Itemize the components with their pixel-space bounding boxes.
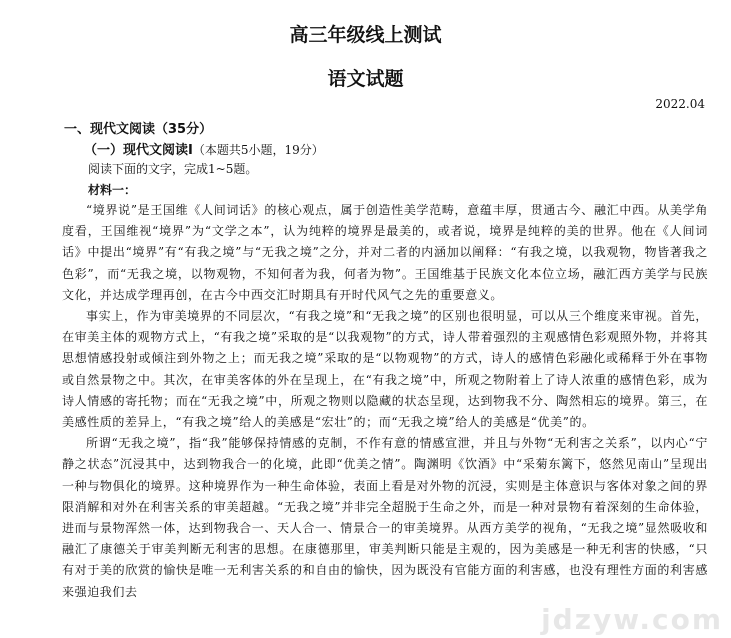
material-label: 材料一： xyxy=(88,183,137,197)
subsection-note: （本题共5小题，19分） xyxy=(192,143,324,157)
section-heading: 一、现代文阅读（35分） xyxy=(64,122,213,137)
subsection-title: （一）现代文阅读Ⅰ xyxy=(84,143,193,158)
exam-title: 高三年级线上测试 xyxy=(289,24,442,46)
subject-title: 语文试题 xyxy=(327,68,404,90)
paragraph: 所谓“无我之境”，指“我”能够保持情感的克制，不作有意的情感宣泄，并且与外物“无利害之关系”，以内心“宁静之状态”沉浸其中，达到物我合一的化境，此即“优美之情”。陶渊明《饮酒》中“采菊东篱下，悠然见南山”呈现出一种与物俱化的境界。这种境界作为一种生命体验，表面上看是对外物的沉浸，实则是主体意识与客体对象之间的界限消解和对外在利害关系的审美超越。“无我之境”并非完全超脱于生命之外，而是一种对景物有着深刻的生命体验，进而与景物浑然一体，达到物我合一、天人合一、情景合一的审美境界。从西方美学的视角，“无我之境”显然吸收和融汇了康德关于审美判断无利害的思想。在康德那里，审美判断只能是主观的，因为美感是一种无利害的快感，“只有对于美的欣赏的愉快是唯一无利害关系的和自由的愉快，因为既没有官能方面的利害感，也没有理性方面的利害感来强迫我们去 xyxy=(62,436,708,599)
watermark: jdzyw.com xyxy=(541,603,723,636)
exam-date: 2022.04 xyxy=(655,97,705,111)
reading-instruction: 阅读下面的文字，完成1~5题。 xyxy=(88,162,258,176)
paragraph: 事实上，作为审美境界的不同层次，“有我之境”和“无我之境”的区别也很明显，可以从三个维度来审视。首先，在审美主体的观物方式上，“有我之境”采取的是“以我观物”的方式，诗人带着强烈的主观感情色彩观照外物，并将其思想情感投射或倾注到外物之上；而无我之境”采取的是“以物观物”的方式，诗人的感情色彩融化或稀释于外在事物或自然景物之中。其次，在审美客体的外在呈现上，在“有我之境”中，所观之物附着上了诗人浓重的感情色彩，成为诗人情感的寄托物；而在“无我之境”中，所观之物则以隐藏的状态呈现，达到物我不分、陶然相忘的境界。第三，在美感性质的差异上，“有我之境”给人的美感是“宏壮”的；而“无我之境”给人的美感是“优美”的。 xyxy=(62,309,708,430)
article-body xyxy=(62,200,708,603)
paragraph: “境界说”是王国维《人间词话》的核心观点，属于创造性美学范畴，意蕴丰厚，贯通古今、融汇中西。从美学角度看，王国维视“境界”为“文学之本”，认为纯粹的境界是最美的，或者说，境界是纯粹的美的世界。他在《人间词话》中提出“境界”有“有我之境”与“无我之境”之分，并对二者的内涵加以阐释：“有我之境，以我观物，物皆著我之色彩”，而“无我之境，以物观物，不知何者为我，何者为物”。王国维基于民族文化本位立场，融汇西方美学与民族文化，并达成学理再创，在古今中西交汇时期具有开时代风气之先的重要意义。 xyxy=(62,203,708,302)
subsection-heading xyxy=(84,139,324,158)
